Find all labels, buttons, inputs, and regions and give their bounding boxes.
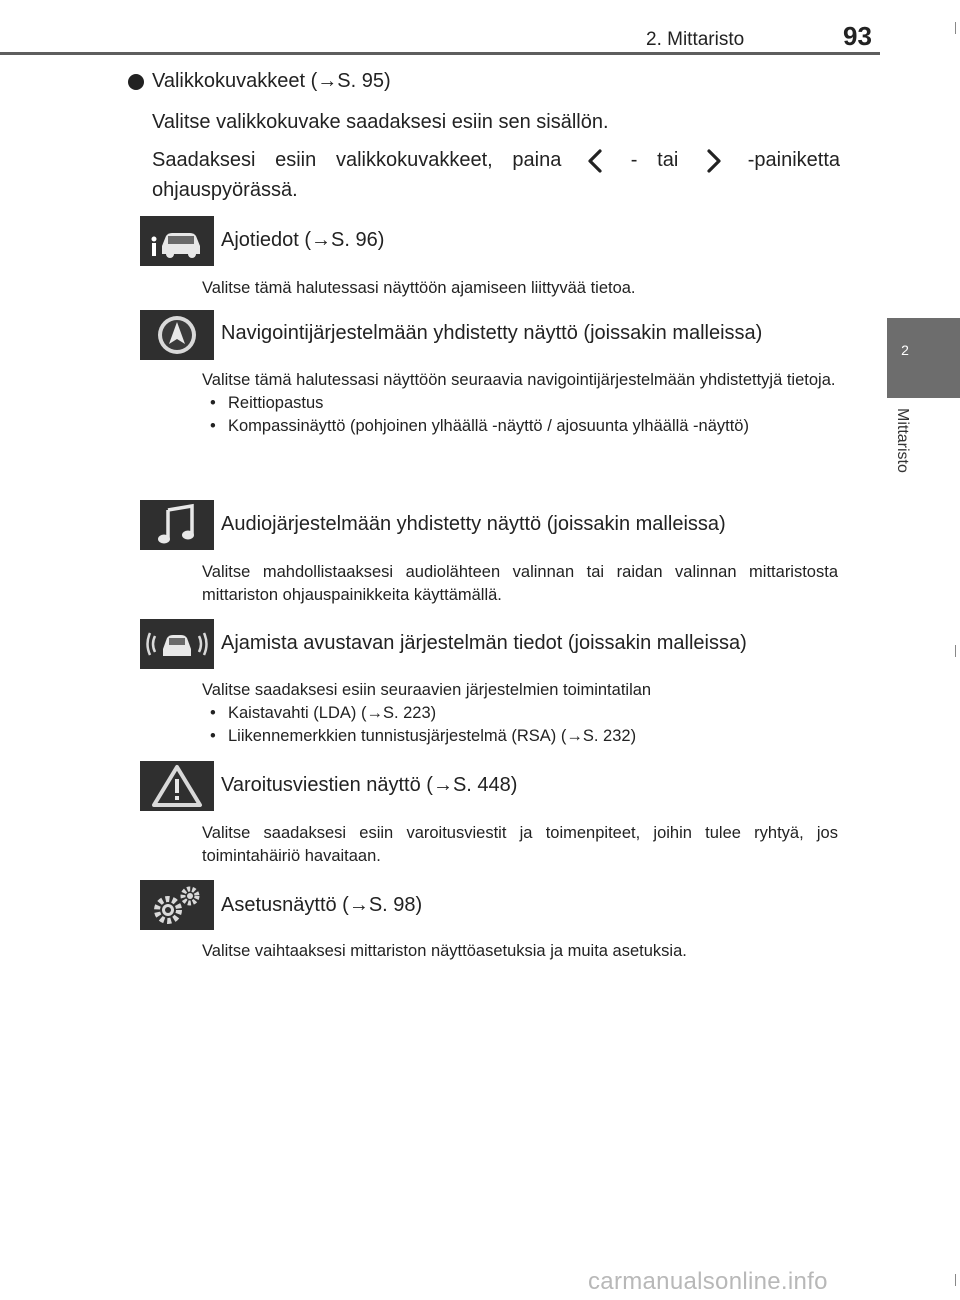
item-title: Ajotiedot (→S. 96) [221, 229, 385, 251]
intro-line: Valitse valikkokuvake saadaksesi esiin sen sisällön. [152, 111, 609, 133]
item-title: Varoitusviestien näyttö (→S. 448) [221, 774, 518, 796]
car-info-icon [140, 216, 214, 266]
item-description-text: Valitse tämä halutessasi näyttöön seuraavia navigointijärjestelmään yhdistettyjä tietoja. [202, 371, 836, 389]
item-description [202, 369, 838, 438]
item-description: Valitse tämä halutessasi näyttöön ajamiseen liittyvää tietoa. [202, 279, 636, 297]
intro-text-a: Saadaksesi esiin valikkokuvakkeet, paina [152, 149, 562, 171]
settings-gears-icon [140, 880, 214, 930]
chapter-label [883, 408, 923, 498]
list-item: • Kaistavahti (LDA) (→S. 223) [202, 702, 838, 725]
music-note-icon [140, 500, 214, 550]
item-description: Valitse saadaksesi esiin varoitusviestit ja toimenpiteet, joihin tulee ryhtyä, jos toimintahäiriö havaitaan. [202, 824, 838, 865]
item-description-text: Valitse saadaksesi esiin seuraavien järjestelmien toimintatilan [202, 681, 652, 699]
item-title: Ajamista avustavan järjestelmän tiedot (joissakin malleissa) [221, 632, 747, 654]
bullet-title: Valikkokuvakkeet (→S. 95) [152, 70, 391, 92]
crop-mark [955, 645, 956, 657]
warning-triangle-icon [140, 761, 214, 811]
crop-mark [955, 22, 956, 34]
crop-mark [955, 1274, 956, 1286]
section-title: 2. Mittaristo [646, 29, 745, 50]
list-item: • Kompassinäyttö (pohjoinen ylhäällä -näyttö / ajosuunta ylhäällä -näyttö) [202, 415, 838, 438]
intro-paragraph [152, 145, 840, 205]
item-title: Asetusnäyttö (→S. 98) [221, 894, 423, 916]
chevron-right-icon [698, 148, 728, 174]
navigation-compass-icon [140, 310, 214, 360]
bullet-dot-icon [128, 74, 144, 90]
intro-text-c: -painiketta ohjauspyörässä. [152, 149, 840, 201]
item-title: Audiojärjestelmään yhdistetty näyttö (joissakin malleissa) [221, 513, 726, 535]
item-title: Navigointijärjestelmään yhdistetty näyttö (joissakin malleissa) [221, 322, 763, 344]
item-description: Valitse vaihtaaksesi mittariston näyttöasetuksia ja muita asetuksia. [202, 942, 687, 960]
item-description [202, 679, 838, 748]
chapter-number: 2 [901, 342, 909, 358]
page-number: 93 [843, 21, 872, 51]
page-header [0, 0, 960, 60]
watermark: carmanualsonline.info [588, 1268, 828, 1295]
driver-assist-icon [140, 619, 214, 669]
chapter-tab [887, 318, 960, 398]
list-item: • Reittiopastus [202, 392, 838, 415]
header-rule [0, 52, 880, 55]
item-description: Valitse mahdollistaaksesi audiolähteen valinnan tai raidan valinnan mittaristosta mittariston ohjauspainikkeita käyttämällä. [202, 563, 838, 604]
intro-text-b: - tai [630, 149, 679, 171]
chevron-left-icon [581, 148, 611, 174]
section-bullet [128, 70, 391, 93]
list-item: • Liikennemerkkien tunnistusjärjestelmä (RSA) (→S. 232) [202, 725, 838, 748]
chapter-label-text: Mittaristo [894, 408, 911, 473]
